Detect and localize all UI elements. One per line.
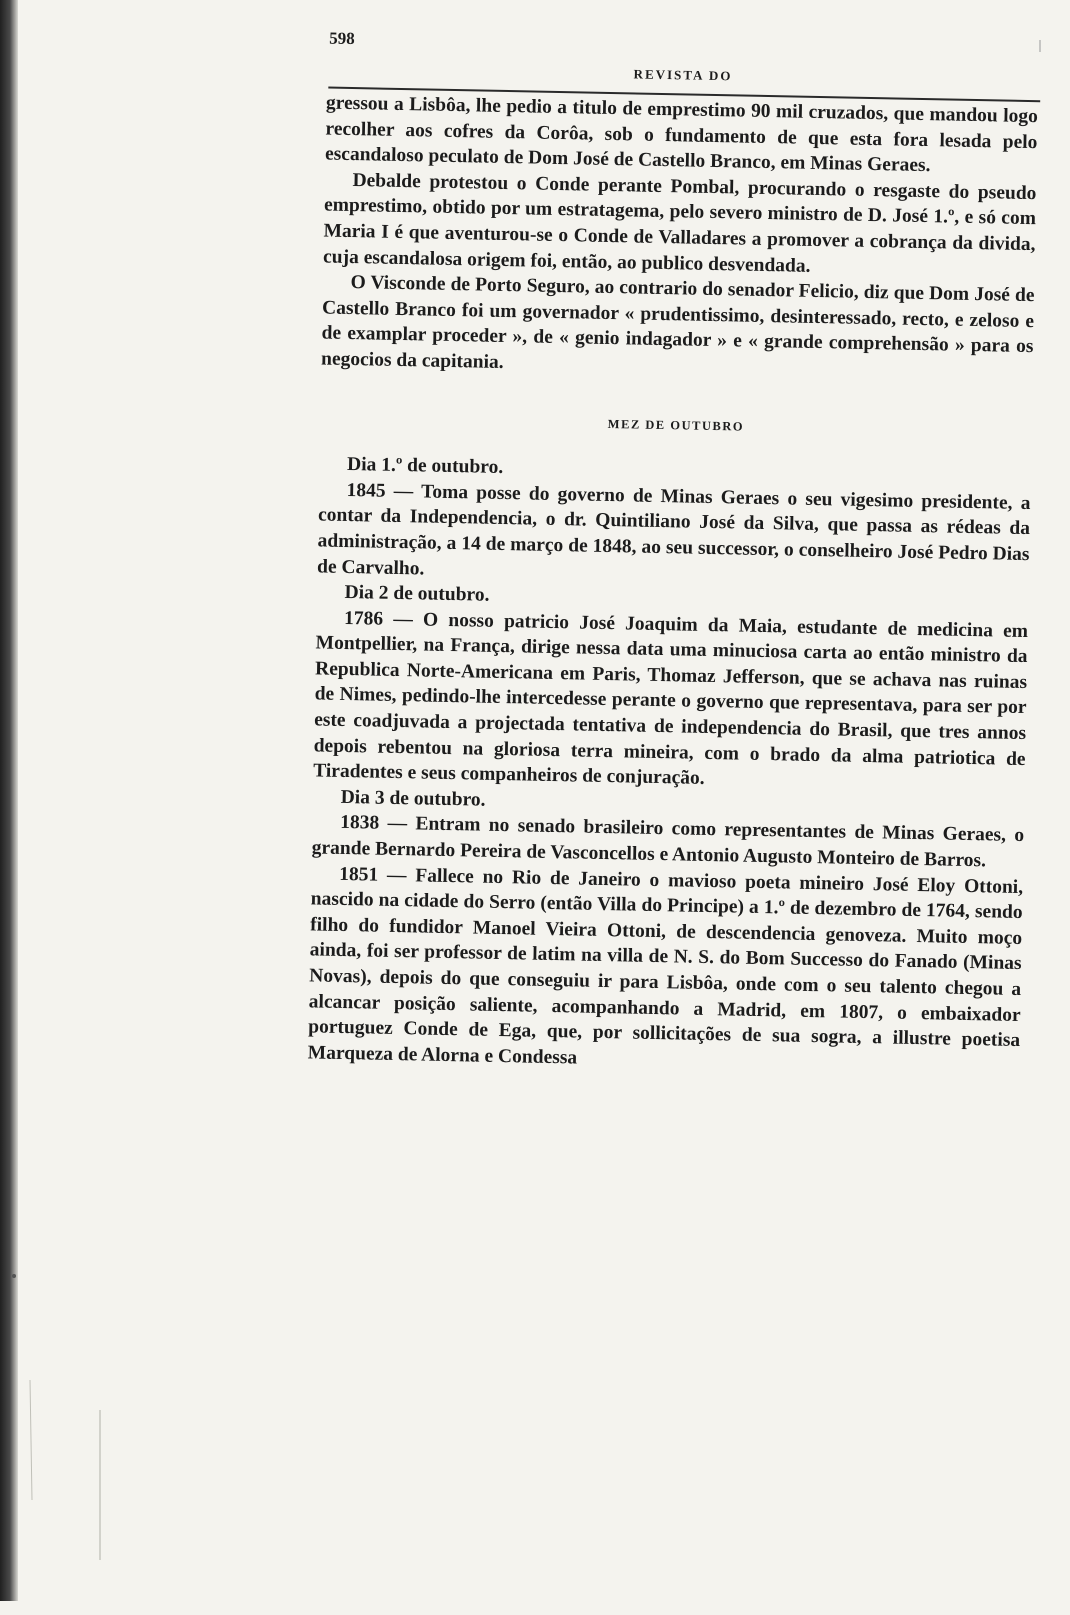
day-heading: Dia 1.º de outubro. [346, 454, 504, 479]
body-text [308, 91, 1039, 1080]
chronicle-entry: 1786 — O nosso patricio José Joaquim da Maia, estudante de medicina em Montpellier, na França, dirige nessa data uma minuciosa carta ao então ministro da Republica Norte-Americana em Paris, Thomaz Jefferson, que se achava nas ruinas de Nimes, pedindo-lhe intercedesse perante o governo que representava, para ser por este coadjuvada a projectada tentativa de independencia do Brasil, que tres annos depois rebentou na gloriosa terra mineira, com o brado da alma patriotica de Tiradentes e seus companheiros de conjuração. [312, 607, 1029, 790]
book-page [269, 0, 1045, 1615]
paragraph: O Visconde de Porto Seguro, ao contrario do senador Felicio, diz que Dom José de Castello Branco foi um governador « prudentissimo, desinteressado, recto, e zeloso e de examplar proceder », de « genio indagador » e « grande comprehensão » para os negocios da capitania. [320, 272, 1035, 373]
chronicle-entry: 1851 — Fallece no Rio de Janeiro o mavioso poeta mineiro José Eloy Ottoni, nascido na cidade do Serro (então Villa do Principe) a 1.º de dezembro de 1764, sendo filho do fundidor Manoel Vieira Ottoni, de descendencia genoveza. Muito moço ainda, foi ser professor de latim na villa de N. S. do Bom Successo do Fanado (Minas Novas), depois do que conseguiu ir para Lisbôa, onde com o seu talento chegou a alcancar posição saliente, acompanhando a Madrid, em 1807, o embaixador portuguez Conde de Ega, que, por sollicitações de sua sogra, a illustre poetisa Marqueza de Alorna e Condessa [307, 863, 1024, 1069]
book-binding-shadow [0, 0, 18, 1601]
chronicle-entry: 1838 — Entram no senado brasileiro como representantes de Minas Geraes, o grande Bernardo Pereira de Vasconcellos e Antonio Augusto Monteiro de Barros. [311, 812, 1025, 872]
page-number: 598 [329, 28, 355, 49]
chronicle-entry: 1845 — Toma posse do governo de Minas Geraes o seu vigesimo presidente, a contar da Independencia, o dr. Quintiliano José da Silva, que passa as rédeas da administração, a 14 de março de 1848, ao seu successor, o conselheiro José Pedro Dias de Carvalho. [316, 479, 1031, 579]
running-head: REVISTA DO [633, 66, 733, 84]
day-heading: Dia 2 de outubro. [344, 582, 490, 606]
paragraph: Debalde protestou o Conde perante Pombal, procurando o resgaste do pseudo emprestimo, obtido por um estratagema, pelo severo ministro de D. José 1.º, e só com Maria I é que aventurou-se o Conde de Valladares a promover a cobrança da divida, cuja escandalosa origem foi, então, ao publico desvendada. [322, 169, 1037, 277]
paragraph: gressou a Lisbôa, lhe pedio a titulo de emprestimo 90 mil cruzados, que mandou logo recolher aos cofres da Corôa, sob o fundamento de que esta fora lesada pelo escandaloso peculato de Dom José de Castello Branco, em Minas Geraes. [324, 92, 1039, 177]
section-title: MEZ DE OUTUBRO [607, 416, 745, 434]
day-heading: Dia 3 de outubro. [340, 786, 486, 811]
page-header [329, 29, 1042, 83]
